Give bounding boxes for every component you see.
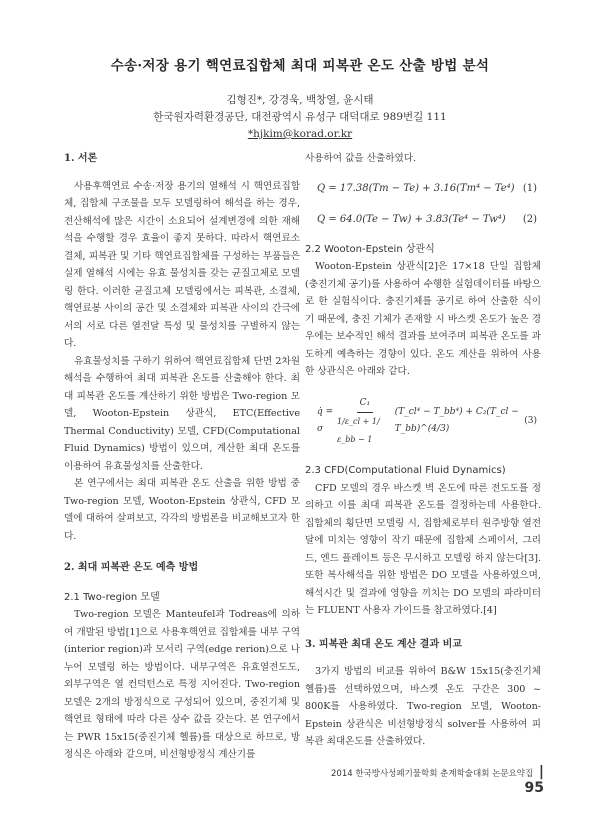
affiliation: 한국원자력환경공단, 대전광역시 유성구 대덕대로 989번길 111 xyxy=(153,111,447,123)
equation-3-rest: (T_cl⁴ − T_bb⁴) + C₂(T_cl − T_bb)^(4/3) xyxy=(394,406,519,435)
paper-title: 수송·저장 용기 핵연료집합체 최대 피복관 온도 산출 방법 분석 xyxy=(110,58,490,74)
equation-3-denominator: 1/ε_cl + 1/ε_bb − 1 xyxy=(336,417,380,444)
equation-3-lhs: q̇ = σ xyxy=(317,406,334,435)
section-2-2-heading: 2.2 Wooton-Epstein 상관식 xyxy=(305,243,435,255)
two-region-paragraph: Two-region 모델은 Manteufel과 Todreas에 의하여 개발된 방법[1]으로 사용후핵연료 집합체를 내부 구역(interior region)과 모서리 구역(edge rerion)으로 나누어 모델링 하는 방법이다. 내부구역은 유효열전도도, 외부구역은 열 컨덕턴스로 특정 지어진다. Two-region 모델은 2개의 방정식으로 구성되어 있으며, 중진기체 및 핵연료 형태에 따라 다른 상수 값을 갖는다. 본 연구에서는 PWR 15x15(중진기체 헬륨)를 대상으로 하므로, 방정식은 아래와 같으며, 비선형방정식 계산기를 xyxy=(64,609,300,760)
section-2-3-heading: 2.3 CFD(Computational Fluid Dynamics) xyxy=(305,465,506,476)
equation-3-fraction xyxy=(337,395,393,449)
equation-3-numerator: C₁ xyxy=(357,395,374,414)
section-1-heading: 1. 서론 xyxy=(64,153,98,164)
results-paragraph: 3가지 방법의 비교를 위하여 B&W 15x15(충진기체 헬륨)를 선택하였으며, 바스켓 온도 구간은 300 ~ 800K를 사용하였다. Two-region 모델, Wooton-Epstein 상관식은 비선형방정식 solver를 사용하여 피복관 최대온도를 산출하였다. xyxy=(305,666,541,747)
equation-2-number: (2) xyxy=(522,214,537,225)
equation-1 xyxy=(305,180,541,198)
email-link[interactable]: *hjkim@korad.or.kr xyxy=(247,128,353,140)
equation-2-body: Q = 64.0(Te − Tw) + 3.83(Te⁴ − Tw⁴) xyxy=(317,214,506,225)
left-column xyxy=(64,150,300,764)
intro-paragraph-1: 사용후핵연료 수송·저장 용기의 열해석 시 핵연료집합체, 집합체 구조물을 모두 모델링하여 해석을 하는 경우, 전산해석에 많은 시간이 소요되어 설계변경에 의한 재해석을 수행할 경우 효율이 좋지 못하다. 따라서 핵연료소결체, 피복관 및 기타 핵연료집합체를 구성하는 부품들은 실제 열해석 시에는 유효 물성치를 갖는 균질고체로 모델링 한다. 이러한 균질고체 모델링에서는 피복관, 소결체, 핵연료봉 사이의 공간 및 소결체와 피복관 사이의 간극에서의 서로 다른 열전달 특성 및 물성치를 구별하지 않는다. xyxy=(64,180,300,349)
cfd-paragraph: CFD 모델의 경우 바스켓 벽 온도에 따른 전도도를 정의하고 이를 최대 피복관 온도를 결정하는데 사용한다. 집합체의 횡단면 모델링 시, 집합체로부터 원주방향 열전달에 미치는 영향이 작기 때문에 집합체 스페이서, 그리드, 엔드 플레이트 등은 무시하고 모델링 하지 않는다[3]. 또한 복사해석을 위한 방법은 DO 모델을 사용하였으며, 해석시간 및 결과에 영향을 끼치는 DO 모델의 파라미터는 FLUENT 사용자 가이드를 참고하였다.[4] xyxy=(305,482,541,616)
equation-1-number: (1) xyxy=(522,182,537,194)
equation-2 xyxy=(305,211,541,229)
page-number: | 95 xyxy=(524,764,544,796)
author-block xyxy=(0,92,600,143)
intro-paragraph-2: 유효물성치를 구하기 위하여 핵연료집합체 단면 2차원 해석을 수행하여 최대 피복관 온도를 산출해야 한다. 최대 피복관 온도를 계산하기 위한 방법은 Two-region 모델, Wooton-Epstein 상관식, ETC(Effective Thermal Conductivity) 모델, CFD(Computational Fluid Dynamics) 방법이 있으며, 계산한 최대 온도를 이용하여 유효물성치를 산출한다. xyxy=(64,355,300,472)
equation-1-body: Q = 17.38(Tm − Te) + 3.16(Tm⁴ − Te⁴) xyxy=(317,182,515,194)
page-footer xyxy=(330,764,544,796)
intro-paragraph-3: 본 연구에서는 최대 피복관 온도 산출을 위한 방법 중 Two-region 모델, Wooton-Epstein 상관식, CFD 모델에 대하여 살펴보고, 각각의 방법론을 비교해보고자 한다. xyxy=(64,478,300,542)
continued-paragraph: 사용하여 값을 산출하였다. xyxy=(305,153,417,164)
equation-3 xyxy=(305,395,541,449)
right-column xyxy=(305,150,541,751)
section-3-heading: 3. 피복관 최대 온도 계산 결과 비교 xyxy=(305,638,462,650)
page-number-value: 95 xyxy=(524,780,544,796)
equation-3-number: (3) xyxy=(524,415,537,426)
section-2-1-heading: 2.1 Two-region 모델 xyxy=(64,591,160,603)
wooton-epstein-paragraph: Wooton-Epstein 상관식[2]은 17×18 단일 집합체(충진기체 공기)를 사용하여 수행한 실험데이터를 바탕으로 한 실험식이다. 충진기체를 공기로 하여 산출한 식이기 때문에, 충진 기체가 존재할 시 바스켓 온도가 높은 경우에는 보수적인 해석 결과를 보여주며 피복관 온도를 과도하게 예측하는 경향이 있다. 온도 계산을 위하여 사용한 상관식은 아래와 같다. xyxy=(305,261,541,377)
equation-3-body xyxy=(317,395,524,449)
section-2-heading: 2. 최대 피복관 온도 예측 방법 xyxy=(64,562,199,573)
footer-text: 2014 한국방사성폐기물학회 춘계학술대회 논문요약집 xyxy=(331,769,534,779)
authors: 김형진*, 강경욱, 백창열, 윤시태 xyxy=(226,94,374,106)
